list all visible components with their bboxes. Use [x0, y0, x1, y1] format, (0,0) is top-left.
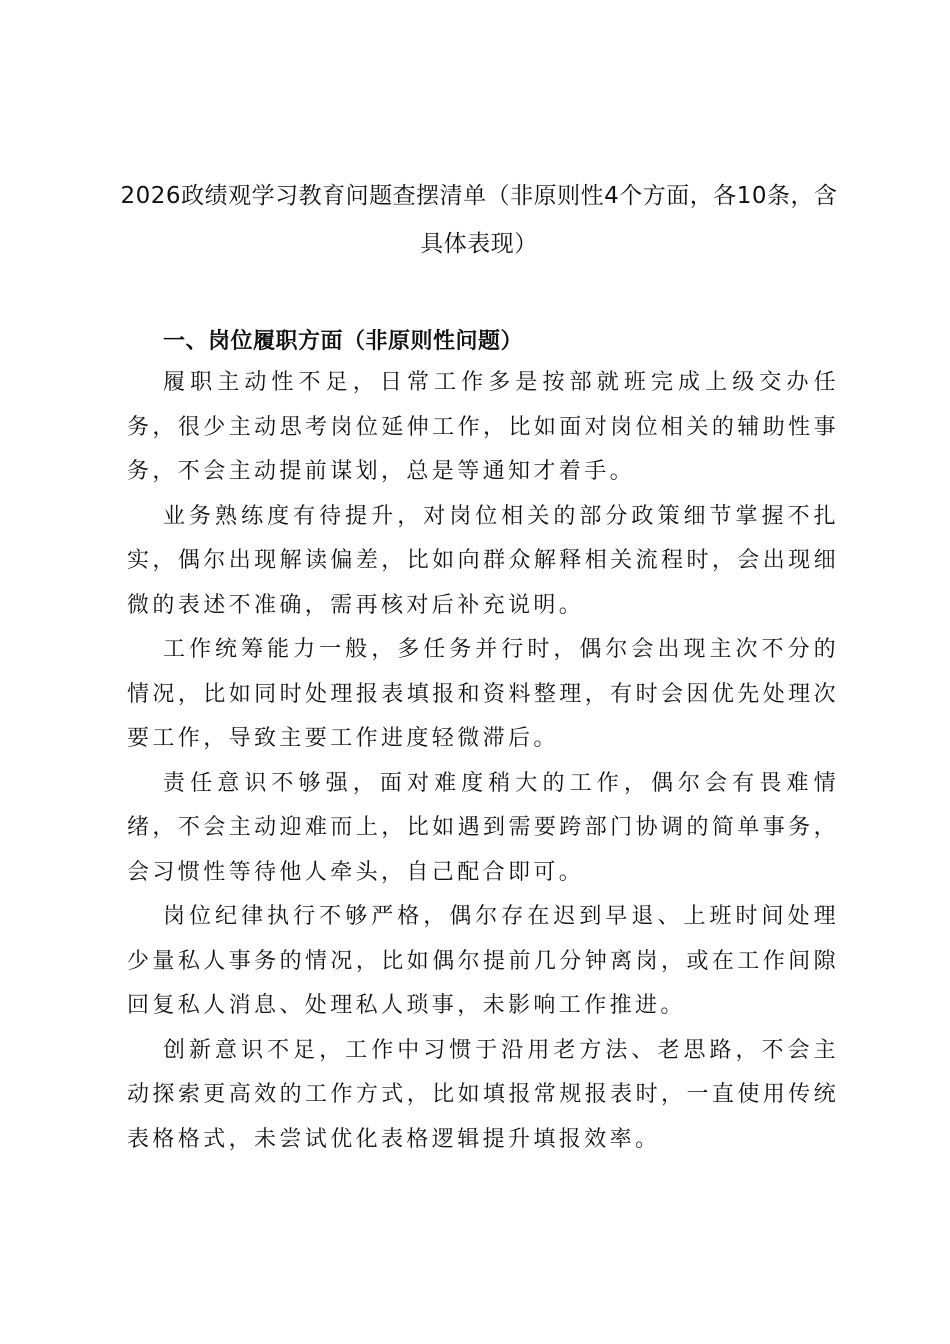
paragraph-responsibility: 责任意识不够强，面对难度稍大的工作，偶尔会有畏难情绪，不会主动迎难而上，比如遇到需要跨部门协调的简单事务，会习惯性等待他人牵头，自己配合即可。 — [127, 770, 839, 885]
paragraph-innovation: 创新意识不足，工作中习惯于沿用老方法、老思路，不会主动探索更高效的工作方式，比如填报常规报表时，一直使用传统表格格式，未尝试优化表格逻辑提升填报效率。 — [127, 1037, 839, 1152]
document-title: 2026政绩观学习教育问题查摆清单（非原则性4个方面，各10条，含具体表现） — [120, 183, 838, 257]
paragraph-proficiency: 业务熟练度有待提升，对岗位相关的部分政策细节掌握不扎实，偶尔出现解读偏差，比如向群众解释相关流程时，会出现细微的表述不准确，需再核对后补充说明。 — [127, 503, 839, 618]
paragraph-coordination: 工作统筹能力一般，多任务并行时，偶尔会出现主次不分的情况，比如同时处理报表填报和资料整理，有时会因优先处理次要工作，导致主要工作进度轻微滞后。 — [127, 637, 839, 751]
paragraph-initiative: 履职主动性不足，日常工作多是按部就班完成上级交办任务，很少主动思考岗位延伸工作，比如面对岗位相关的辅助性事务，不会主动提前谋划，总是等通知才着手。 — [127, 370, 839, 484]
document-body — [127, 323, 839, 1162]
paragraph-discipline: 岗位纪律执行不够严格，偶尔存在迟到早退、上班时间处理少量私人事务的情况，比如偶尔提前几分钟离岗，或在工作间隙回复私人消息、处理私人琐事，未影响工作推进。 — [127, 904, 839, 1018]
section-heading: 一、岗位履职方面（非原则性问题） — [163, 329, 524, 354]
